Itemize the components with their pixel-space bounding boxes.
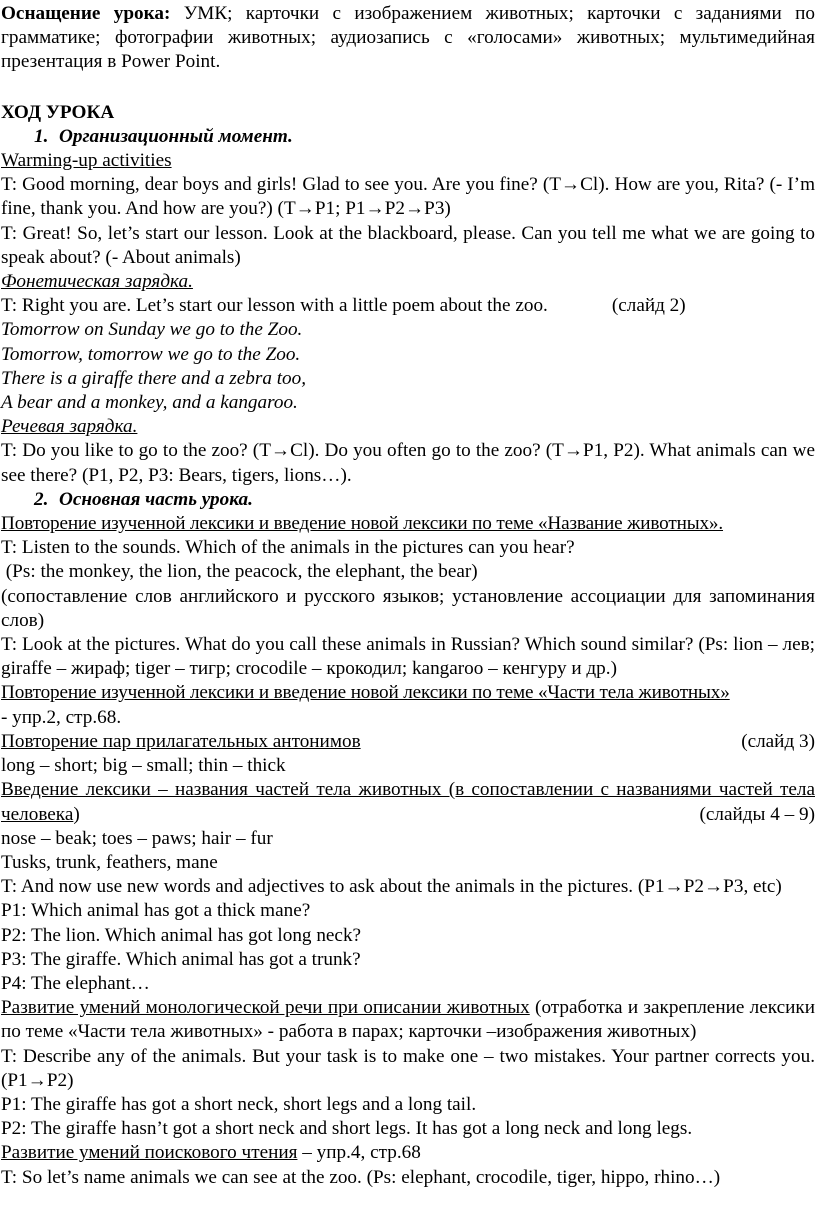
dialogue-line-3-text: T: Right you are. Let’s start our lesson with a little poem about the zoo. bbox=[1, 295, 548, 317]
section-1-title bbox=[1, 125, 815, 149]
dialogue-line-18: T: Describe any of the animals. But your task is to make one – two mistakes. Your partner corrects you. (P1→P2) bbox=[1, 1045, 815, 1091]
vocab-close: ) bbox=[73, 803, 80, 825]
poem-line-1: Tomorrow on Sunday we go to the Zoo. bbox=[1, 319, 303, 341]
phonetic-heading: Фонетическая зарядка. bbox=[1, 271, 193, 293]
blank-line bbox=[1, 75, 815, 101]
dialogue-line-17: P4: The elephant… bbox=[1, 972, 150, 994]
dialogue-line-19: P1: The giraffe has got a short neck, short legs and a long tail. bbox=[1, 1093, 477, 1115]
dialogue-line-21: T: So let’s name animals we can see at the zoo. (Ps: elephant, crocodile, tiger, hippo, rhino…) bbox=[1, 1166, 721, 1188]
equipment-paragraph bbox=[1, 2, 815, 75]
monologue-note: (отработка и закрепление лексики по теме «Части тела животных» - работа в парах; карточки –изображения животных) bbox=[1, 997, 815, 1043]
warmup-heading: Warming-up activities bbox=[1, 150, 172, 172]
dialogue-line-2: T: Great! So, let’s start our lesson. Look at the blackboard, please. Can you tell me what we are going to speak about? (- About animals) bbox=[1, 222, 815, 268]
comparison-note: (сопоставление слов английского и русского языков; установление ассоциации для запоминания слов) bbox=[1, 585, 815, 631]
monologue-heading: Развитие умений монологической речи при описании животных bbox=[1, 997, 530, 1019]
slide-3-ref: (слайд 3) bbox=[741, 730, 815, 752]
section-1-text: Организационный момент. bbox=[59, 125, 293, 147]
section-2-text: Основная часть урока. bbox=[59, 488, 253, 510]
review-heading-3-text: Повторение пар прилагательных антонимов bbox=[1, 730, 361, 752]
vocab-paragraph bbox=[1, 778, 815, 826]
section-1-number: 1. bbox=[34, 125, 49, 147]
dialogue-line-6: (Ps: the monkey, the lion, the peacock, the elephant, the bear) bbox=[1, 561, 478, 583]
review-heading-3 bbox=[1, 730, 387, 754]
dialogue-line-8: T: Look at the pictures. What do you call these animals in Russian? Which sound similar? (Ps: lion – лев; giraffe – жираф; tiger – тигр; crocodile – крокодил; kangaroo – кенгуру и др.) bbox=[1, 634, 815, 680]
poem-line-3: There is a giraffe there and a zebra too, bbox=[1, 367, 307, 389]
equipment-text: УМК; карточки с изображением животных; карточки с заданиями по грамматике; фотографии животных; аудиозапись с «голосами» животных; мультимедийная презентация в Power Point. bbox=[1, 3, 816, 73]
antonyms-list: long – short; big – small; thin – thick bbox=[1, 755, 286, 777]
section-2-title bbox=[1, 488, 815, 512]
equipment-label: Оснащение урока: bbox=[1, 3, 171, 24]
review-heading-2: Повторение изученной лексики и введение новой лексики по теме «Части тела животных» bbox=[1, 682, 730, 704]
speech-heading: Речевая зарядка. bbox=[1, 416, 138, 438]
dialogue-line-1: T: Good morning, dear boys and girls! Glad to see you. Are you fine? (T→Cl). How are you, Rita? (- I’m fine, thank you. And how are you?) (T→P1; P1→P2→P3) bbox=[1, 174, 815, 220]
slide-2-ref: (слайд 2) bbox=[611, 295, 686, 317]
vocab-words: Tusks, trunk, feathers, mane bbox=[1, 851, 218, 873]
vocab-heading: Введение лексики – названия частей тела животных (в сопоставлении с названиями частей тела человека bbox=[1, 779, 815, 825]
dialogue-line-4: T: Do you like to go to the zoo? (T→Cl). Do you often go to the zoo? (T→P1, P2). What animals can we see there? (P1, P2, P3: Bears, tigers, lions…). bbox=[1, 440, 815, 486]
dialogue-line-13: T: And now use new words and adjectives to ask about the animals in the pictures. (P1→P2→P3, etc) bbox=[1, 876, 782, 898]
dialogue-line-16: P3: The giraffe. Which animal has got a trunk? bbox=[1, 948, 361, 970]
search-paragraph bbox=[1, 1141, 815, 1165]
review-heading-1: Повторение изученной лексики и введение новой лексики по теме «Название животных». bbox=[1, 513, 724, 535]
antonyms-row bbox=[1, 730, 815, 754]
search-note: – упр.4, стр.68 bbox=[297, 1142, 421, 1164]
lesson-heading: ХОД УРОКА bbox=[1, 101, 115, 123]
poem-line-2: Tomorrow, tomorrow we go to the Zoo. bbox=[1, 343, 301, 365]
search-heading: Развитие умений поискового чтения bbox=[1, 1142, 298, 1164]
dialogue-line-5: T: Listen to the sounds. Which of the animals in the pictures can you hear? bbox=[1, 537, 575, 559]
monologue-paragraph bbox=[1, 996, 815, 1044]
dialogue-line-15: P2: The lion. Which animal has got long neck? bbox=[1, 924, 362, 946]
slides-4-9-ref: (слайды 4 – 9) bbox=[699, 803, 815, 825]
exercise-ref-1: - упр.2, стр.68. bbox=[1, 706, 122, 728]
dialogue-line-20: P2: The giraffe hasn’t got a short neck and short legs. It has got a long neck and long legs. bbox=[1, 1118, 693, 1140]
dialogue-line-3 bbox=[1, 294, 815, 318]
vocab-pairs: nose – beak; toes – paws; hair – fur bbox=[1, 827, 273, 849]
section-2-number: 2. bbox=[34, 488, 49, 510]
dialogue-line-14: P1: Which animal has got a thick mane? bbox=[1, 900, 311, 922]
poem-line-4: A bear and a monkey, and a kangaroo. bbox=[1, 392, 298, 414]
